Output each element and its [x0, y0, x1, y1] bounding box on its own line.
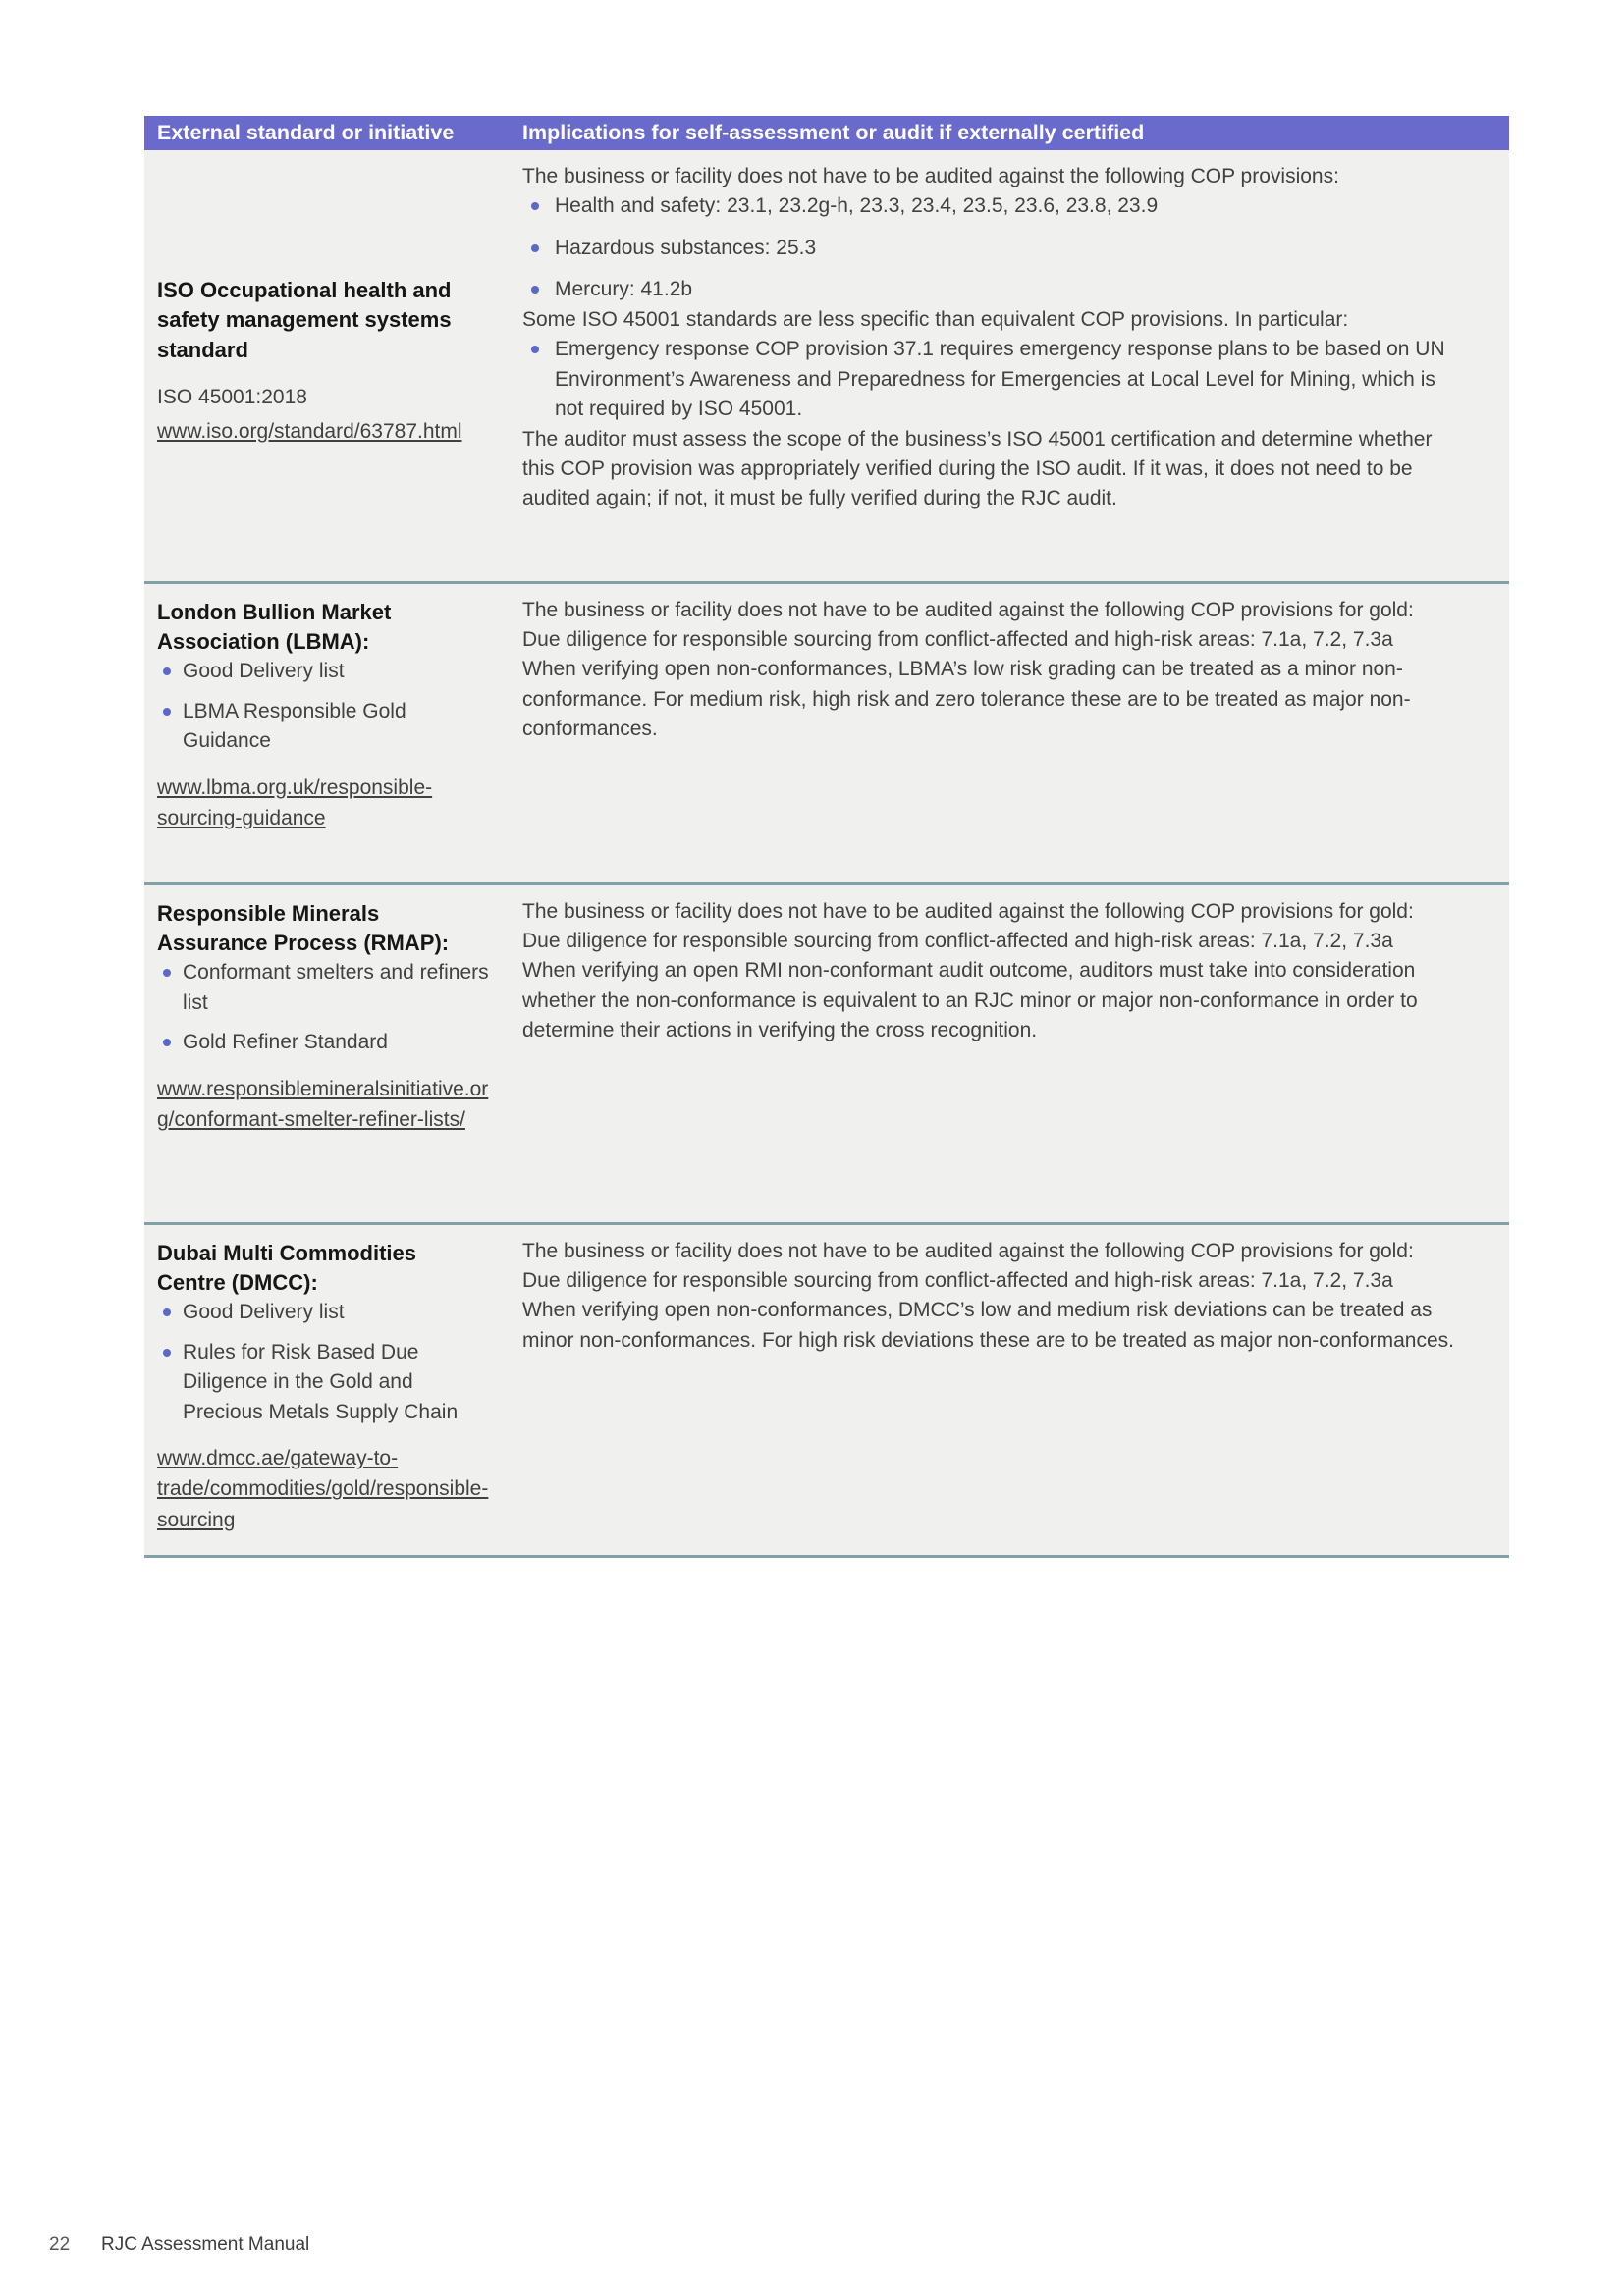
standard-link[interactable]: www.responsiblemineralsinitiative.org/conformant-smelter-refiner-lists/ — [157, 1077, 489, 1132]
standard-title: ISO Occupational health and safety management systems standard — [157, 278, 452, 362]
bullet-icon — [163, 969, 171, 977]
standard-bullet-list — [157, 1298, 489, 1427]
standard-cell — [144, 150, 522, 582]
table-header-row — [144, 116, 1509, 150]
implications-cell — [522, 1223, 1509, 1557]
standard-subtitle: ISO 45001:2018 — [157, 386, 307, 409]
standard-cell — [144, 883, 522, 1223]
page-number: 22 — [49, 2234, 71, 2255]
bullet-text: Hazardous substances: 25.3 — [555, 236, 817, 259]
bullet-item — [157, 657, 489, 686]
implication-paragraph: The business or facility does not have to be audited against the following COP provisions for gold: — [522, 899, 1414, 923]
implication-paragraph: The business or facility does not have to be audited against the following COP provisions for gold: — [522, 598, 1414, 621]
table-row — [144, 883, 1509, 1223]
standard-bullet-list — [157, 657, 489, 756]
bullet-text: Gold Refiner Standard — [183, 1031, 388, 1054]
table-row — [144, 150, 1509, 582]
standard-title: Responsible Minerals Assurance Process (RMAP): — [157, 900, 450, 955]
bullet-icon — [163, 708, 171, 716]
standard-bullet-list — [157, 958, 489, 1057]
bullet-text: LBMA Responsible Gold Guidance — [183, 699, 406, 753]
implication-bullet-list — [522, 335, 1468, 424]
bullet-item — [157, 1028, 489, 1057]
bullet-icon — [163, 1349, 171, 1357]
implication-paragraph: Due diligence for responsible sourcing from conflict-affected and high-risk areas: 7.1a, 7.2, 7.3a — [522, 1268, 1393, 1292]
table-row — [144, 1223, 1509, 1557]
implication-paragraph: Due diligence for responsible sourcing from conflict-affected and high-risk areas: 7.1a, 7.2, 7.3a — [522, 929, 1393, 952]
implication-paragraph: Due diligence for responsible sourcing from conflict-affected and high-risk areas: 7.1a, 7.2, 7.3a — [522, 627, 1393, 651]
bullet-text: Good Delivery list — [183, 1301, 345, 1324]
table-row — [144, 582, 1509, 883]
bullet-item — [157, 1298, 489, 1327]
bullet-item — [522, 335, 1468, 424]
implication-bullet-list — [522, 191, 1468, 304]
implication-paragraph: The business or facility does not have to be audited against the following COP provisions for gold: — [522, 1239, 1414, 1262]
standard-link[interactable]: www.dmcc.ae/gateway-to-trade/commodities/gold/responsible-sourcing — [157, 1446, 489, 1531]
bullet-text: Rules for Risk Based Due Diligence in the Gold and Precious Metals Supply Chain — [183, 1340, 459, 1423]
column-header-implications: Implications for self-assessment or audit if externally certified — [522, 116, 1509, 150]
bullet-icon — [163, 1308, 171, 1316]
bullet-icon — [531, 244, 539, 252]
bullet-item — [522, 275, 1468, 304]
bullet-text: Good Delivery list — [183, 660, 345, 683]
standard-cell — [144, 582, 522, 883]
cross-recognition-table — [144, 116, 1509, 1558]
bullet-icon — [531, 202, 539, 210]
implication-paragraph: Some ISO 45001 standards are less specific than equivalent COP provisions. In particular: — [522, 307, 1349, 331]
implication-paragraph: The business or facility does not have to be audited against the following COP provisions: — [522, 165, 1339, 187]
bullet-icon — [531, 286, 539, 294]
standard-title: Dubai Multi Commodities Centre (DMCC): — [157, 1240, 416, 1295]
implication-paragraph: When verifying open non-conformances, DMCC’s low and medium risk deviations can be treated as minor non-conformances. For high risk deviations these are to be treated as major non-conformances. — [522, 1299, 1454, 1352]
implications-cell — [522, 150, 1509, 582]
bullet-item — [157, 958, 489, 1018]
bullet-item — [522, 234, 1468, 263]
bullet-item — [157, 697, 489, 757]
bullet-text: Conformant smelters and refiners list — [183, 961, 489, 1014]
page-footer — [49, 2234, 309, 2256]
implications-cell — [522, 883, 1509, 1223]
standard-link[interactable]: www.iso.org/standard/63787.html — [157, 419, 462, 443]
bullet-icon — [163, 667, 171, 675]
implication-paragraph: When verifying an open RMI non-conformant audit outcome, auditors must take into consideration whether the non-conformance is equivalent to an RJC minor or major non-conformance in order to determine their actions in verifying the cross recognition. — [522, 959, 1418, 1042]
bullet-text: Health and safety: 23.1, 23.2g-h, 23.3, 23.4, 23.5, 23.6, 23.8, 23.9 — [555, 194, 1159, 218]
implication-paragraph: The auditor must assess the scope of the business’s ISO 45001 certification and determine whether this COP provision was appropriately verified during the ISO audit. If it was, it does not need to be audited again; if not, it must be fully verified during the RJC audit. — [522, 427, 1433, 510]
column-header-standard: External standard or initiative — [144, 116, 522, 150]
standard-link[interactable]: www.lbma.org.uk/responsible-sourcing-guidance — [157, 775, 433, 830]
bullet-icon — [163, 1039, 171, 1046]
bullet-icon — [531, 346, 539, 353]
implication-paragraph: When verifying open non-conformances, LBMA’s low risk grading can be treated as a minor non-conformance. For medium risk, high risk and zero tolerance these are to be treated as major non-conformances. — [522, 658, 1411, 741]
standard-title: London Bullion Market Association (LBMA): — [157, 599, 392, 654]
implications-cell — [522, 582, 1509, 883]
footer-manual-title: RJC Assessment Manual — [101, 2234, 310, 2255]
bullet-text: Emergency response COP provision 37.1 requires emergency response plans to be based on UN Environment’s Awareness and Preparedness for Emergencies at Local Level for Mining, which is not required by ISO 45001. — [555, 338, 1445, 421]
bullet-item — [157, 1338, 489, 1427]
bullet-text: Mercury: 41.2b — [555, 278, 693, 301]
standard-cell — [144, 1223, 522, 1557]
bullet-item — [522, 191, 1468, 221]
